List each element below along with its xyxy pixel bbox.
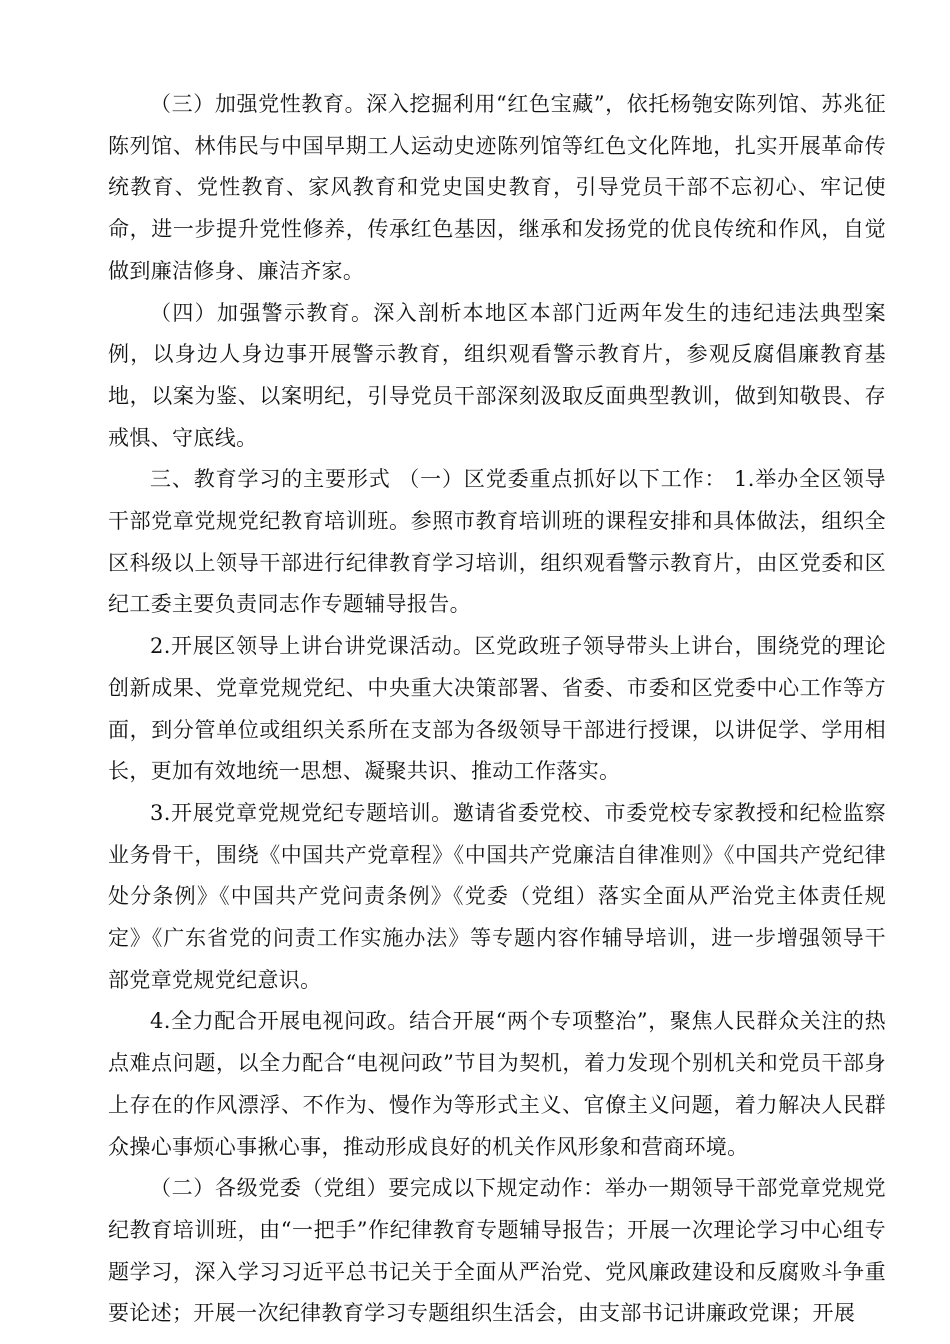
- paragraph-party-spirit-education: （三）加强党性教育。深入挖掘利用“红色宝藏”，依托杨匏安陈列馆、苏兆征陈列馆、林伟民与中国早期工人运动史迹陈列馆等红色文化阵地，扎实开展革命传统教育、党性教育、家风教育和党史国史教育，引导党员干部不忘初心、牢记使命，进一步提升党性修养，传承红色基因，继承和发扬党的优良传统和作风，自觉做到廉洁修身、廉洁齐家。: [108, 92, 886, 283]
- paragraph-required-actions: （二）各级党委（党组）要完成以下规定动作：举办一期领导干部党章党规党纪教育培训班，由“一把手”作纪律教育专题辅导报告；开展一次理论学习中心组专题学习，深入学习习近平总书记关于全面从严治党、党风廉政建设和反腐败斗争重要论述；开展一次纪律教育学习专题组织生活会，由支部书记讲廉政党课；开展: [108, 1176, 886, 1326]
- paragraph-main-forms: 三、教育学习的主要形式 （一）区党委重点抓好以下工作： 1.举办全区领导干部党章党规党纪教育培训班。参照市教育培训班的课程安排和具体做法，组织全区科级以上领导干部进行纪律教育学习培训，组织观看警示教育片，由区党委和区纪工委主要负责同志作专题辅导报告。: [108, 467, 886, 617]
- paragraph-tv-inquiry: 4.全力配合开展电视问政。结合开展“两个专项整治”，聚焦人民群众关注的热点难点问题，以全力配合“电视问政”节目为契机，着力发现个别机关和党员干部身上存在的作风漂浮、不作为、慢作为等形式主义、官僚主义问题，着力解决人民群众操心事烦心事揪心事，推动形成良好的机关作风形象和营商环境。: [108, 1009, 886, 1159]
- document-page: [108, 84, 886, 1335]
- paragraph-leaders-lectures: 2.开展区领导上讲台讲党课活动。区党政班子领导带头上讲台，围绕党的理论创新成果、党章党规党纪、中央重大决策部署、省委、市委和区党委中心工作等方面，到分管单位或组织关系所在支部为各级领导干部进行授课，以讲促学、学用相长，更加有效地统一思想、凝聚共识、推动工作落实。: [108, 634, 886, 784]
- paragraph-warning-education: （四）加强警示教育。深入剖析本地区本部门近两年发生的违纪违法典型案例，以身边人身边事开展警示教育，组织观看警示教育片，参观反腐倡廉教育基地，以案为鉴、以案明纪，引导党员干部深刻汲取反面典型教训，做到知敬畏、存戒惧、守底线。: [108, 300, 886, 450]
- paragraph-special-training: 3.开展党章党规党纪专题培训。邀请省委党校、市委党校专家教授和纪检监察业务骨干，围绕《中国共产党章程》《中国共产党廉洁自律准则》《中国共产党纪律处分条例》《中国共产党问责条例》《党委（党组）落实全面从严治党主体责任规定》《广东省党的问责工作实施办法》等专题内容作辅导培训，进一步增强领导干部党章党规党纪意识。: [108, 800, 886, 992]
